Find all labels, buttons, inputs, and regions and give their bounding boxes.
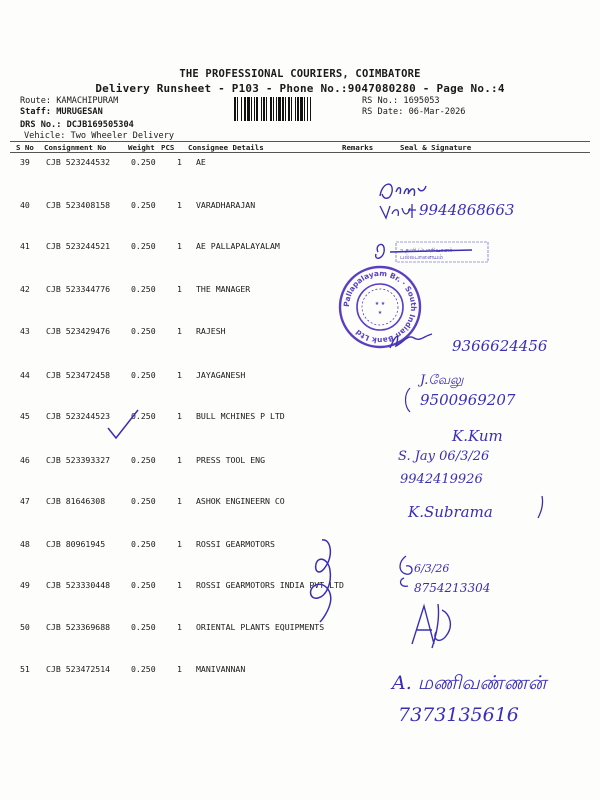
rs-number: RS No.: 1695053	[362, 96, 440, 106]
row-sno: 41	[20, 241, 30, 251]
row-sno: 39	[20, 157, 30, 167]
row-consignment-no: CJB 81646308	[46, 496, 106, 506]
signature-row40	[378, 200, 420, 222]
row-weight: 0.250	[131, 539, 156, 549]
row-weight: 0.250	[131, 580, 156, 590]
row-pcs: 1	[177, 284, 182, 294]
check-mark-row45	[106, 408, 142, 442]
row-pcs: 1	[177, 580, 182, 590]
col-pcs: PCS	[161, 143, 175, 152]
row-pcs: 1	[177, 455, 182, 465]
signature-row50	[402, 600, 462, 652]
phone-row40: 9944868663	[419, 201, 515, 219]
barcode-bar	[256, 97, 258, 121]
signature-row45: K.Kum	[452, 427, 503, 445]
barcode-bar	[263, 97, 265, 121]
row-pcs: 1	[177, 326, 182, 336]
rs-date: RS Date: 06-Mar-2026	[362, 107, 466, 117]
row-consignment-no: CJB 523244521	[46, 241, 111, 251]
barcode-bar	[288, 97, 290, 121]
row-sno: 40	[20, 200, 30, 210]
phone-row49: 8754213304	[414, 581, 491, 595]
col-consignee: Consignee Details	[188, 143, 264, 152]
row-sno: 46	[20, 455, 30, 465]
name-row51: A. மணிவண்ணன்	[392, 672, 547, 694]
row-consignee: ROSSI GEARMOTORS	[196, 539, 275, 549]
row-consignee: BULL MCHINES P LTD	[196, 411, 285, 421]
row-consignment-no: CJB 523472458	[46, 370, 111, 380]
row-weight: 0.250	[131, 622, 156, 632]
date-row49: 6/3/26	[414, 562, 450, 575]
row-consignee: ORIENTAL PLANTS EQUIPMENTS	[196, 622, 325, 632]
row-consignee: AE PALLAPALAYALAM	[196, 241, 280, 251]
row-pcs: 1	[177, 411, 182, 421]
row-consignment-no: CJB 523244532	[46, 157, 111, 167]
svg-text:★: ★	[377, 310, 383, 316]
barcode-bar	[307, 97, 308, 121]
barcode-bar	[254, 97, 255, 121]
phone-row43: 9366624456	[452, 337, 548, 355]
phone-row51: 7373135616	[398, 704, 519, 726]
row-consignee: AE	[196, 157, 206, 167]
row-consignment-no: CJB 523393327	[46, 455, 111, 465]
row-consignee: THE MANAGER	[196, 284, 251, 294]
row-consignee: VARADHARAJAN	[196, 200, 256, 210]
barcode-bar	[237, 97, 238, 121]
barcode-bar	[285, 97, 286, 121]
row-consignment-no: CJB 523244523	[46, 411, 111, 421]
barcode-bar	[276, 97, 277, 121]
row-pcs: 1	[177, 200, 182, 210]
vehicle-info: Vehicle: Two Wheeler Delivery	[24, 131, 175, 141]
barcode-bar	[291, 97, 292, 121]
signature-row48-49	[300, 536, 344, 626]
row-pcs: 1	[177, 539, 182, 549]
barcode-bar	[300, 97, 303, 121]
staff-info: Staff: MURUGESAN	[20, 107, 103, 117]
barcode-bar	[310, 97, 311, 121]
stamp-text: Pallapalayam Br. · South Indian Bank Ltd	[341, 268, 419, 346]
header-rule-top	[10, 141, 590, 142]
barcode-bar	[244, 97, 246, 121]
row-sno: 42	[20, 284, 30, 294]
col-sno: S No	[16, 143, 34, 152]
row-weight: 0.250	[131, 157, 156, 167]
signature-row43	[386, 324, 436, 354]
row-consignee: MANIVANNAN	[196, 664, 246, 674]
row-weight: 0.250	[131, 496, 156, 506]
row-weight: 0.250	[131, 326, 156, 336]
row-consignment-no: CJB 523472514	[46, 664, 111, 674]
barcode-bar	[295, 97, 296, 121]
barcode-bar	[234, 97, 236, 121]
row-sno: 50	[20, 622, 30, 632]
row-pcs: 1	[177, 496, 182, 506]
barcode-bar	[251, 97, 252, 121]
bracket-row44	[400, 386, 414, 414]
row-consignment-no: CJB 523408158	[46, 200, 111, 210]
route-info: Route: KAMACHIPURAM	[20, 96, 119, 106]
col-seal: Seal & Signature	[400, 143, 472, 152]
name-row44: J.வேலு	[420, 373, 464, 388]
svg-text:★ ★: ★ ★	[374, 301, 386, 307]
drs-info: DRS No.: DCJB169505304	[20, 120, 134, 130]
col-weight: Weight	[128, 143, 155, 152]
header-rule-bottom	[10, 152, 590, 153]
barcode-bar	[282, 97, 284, 121]
row-sno: 43	[20, 326, 30, 336]
row-consignee: ASHOK ENGINEERN CO	[196, 496, 285, 506]
phone-row44: 9500969207	[420, 391, 516, 409]
row-pcs: 1	[177, 664, 182, 674]
row-pcs: 1	[177, 157, 182, 167]
row-weight: 0.250	[131, 455, 156, 465]
barcode	[232, 97, 356, 121]
row-consignee: PRESS TOOL ENG	[196, 455, 266, 465]
row-consignee: JAYAGANESH	[196, 370, 246, 380]
row-consignment-no: CJB 523369688	[46, 622, 111, 632]
row-weight: 0.250	[131, 370, 156, 380]
row-consignment-no: CJB 523330448	[46, 580, 111, 590]
row-sno: 44	[20, 370, 30, 380]
phone-row46: 9942419926	[400, 472, 483, 487]
row-sno: 48	[20, 539, 30, 549]
row-consignment-no: CJB 523344776	[46, 284, 111, 294]
runsheet-subtitle: Delivery Runsheet - P103 - Phone No.:9047080280 - Page No.:4	[95, 82, 505, 95]
signature-row46: S. Jay 06/3/26	[398, 449, 490, 464]
seal-row41	[372, 238, 522, 268]
row-weight: 0.250	[131, 200, 156, 210]
col-consignment: Consignment No	[44, 143, 107, 152]
row-consignment-no: CJB 523429476	[46, 326, 111, 336]
col-remarks: Remarks	[342, 143, 374, 152]
company-title: THE PROFESSIONAL COURIERS, COIMBATORE	[179, 68, 421, 80]
row-consignment-no: CJB 80961945	[46, 539, 106, 549]
barcode-bar	[304, 97, 305, 121]
svg-text:பல்லபாளையம்: பல்லபாளையம்	[400, 254, 444, 261]
barcode-bar	[266, 97, 267, 121]
barcode-bar	[297, 97, 299, 121]
row-sno: 47	[20, 496, 30, 506]
barcode-bar	[247, 97, 250, 121]
row-weight: 0.250	[131, 411, 156, 421]
barcode-bar	[278, 97, 281, 121]
row-weight: 0.250	[131, 664, 156, 674]
row-pcs: 1	[177, 622, 182, 632]
barcode-bar	[273, 97, 274, 121]
barcode-bar	[261, 97, 262, 121]
svg-text:உதவி பொறியாளர்: உதவி பொறியாளர்	[400, 247, 453, 254]
row-sno: 51	[20, 664, 30, 674]
signature-row47: K.Subrama	[408, 503, 493, 521]
barcode-bar	[241, 97, 242, 121]
row-sno: 45	[20, 411, 30, 421]
row-consignee: ROSSI GEARMOTORS INDIA PVT LTD	[196, 580, 344, 590]
row-sno: 49	[20, 580, 30, 590]
row-pcs: 1	[177, 370, 182, 380]
row-pcs: 1	[177, 241, 182, 251]
row-weight: 0.250	[131, 241, 156, 251]
row-consignee: RAJESH	[196, 326, 226, 336]
row-weight: 0.250	[131, 284, 156, 294]
barcode-bar	[270, 97, 272, 121]
